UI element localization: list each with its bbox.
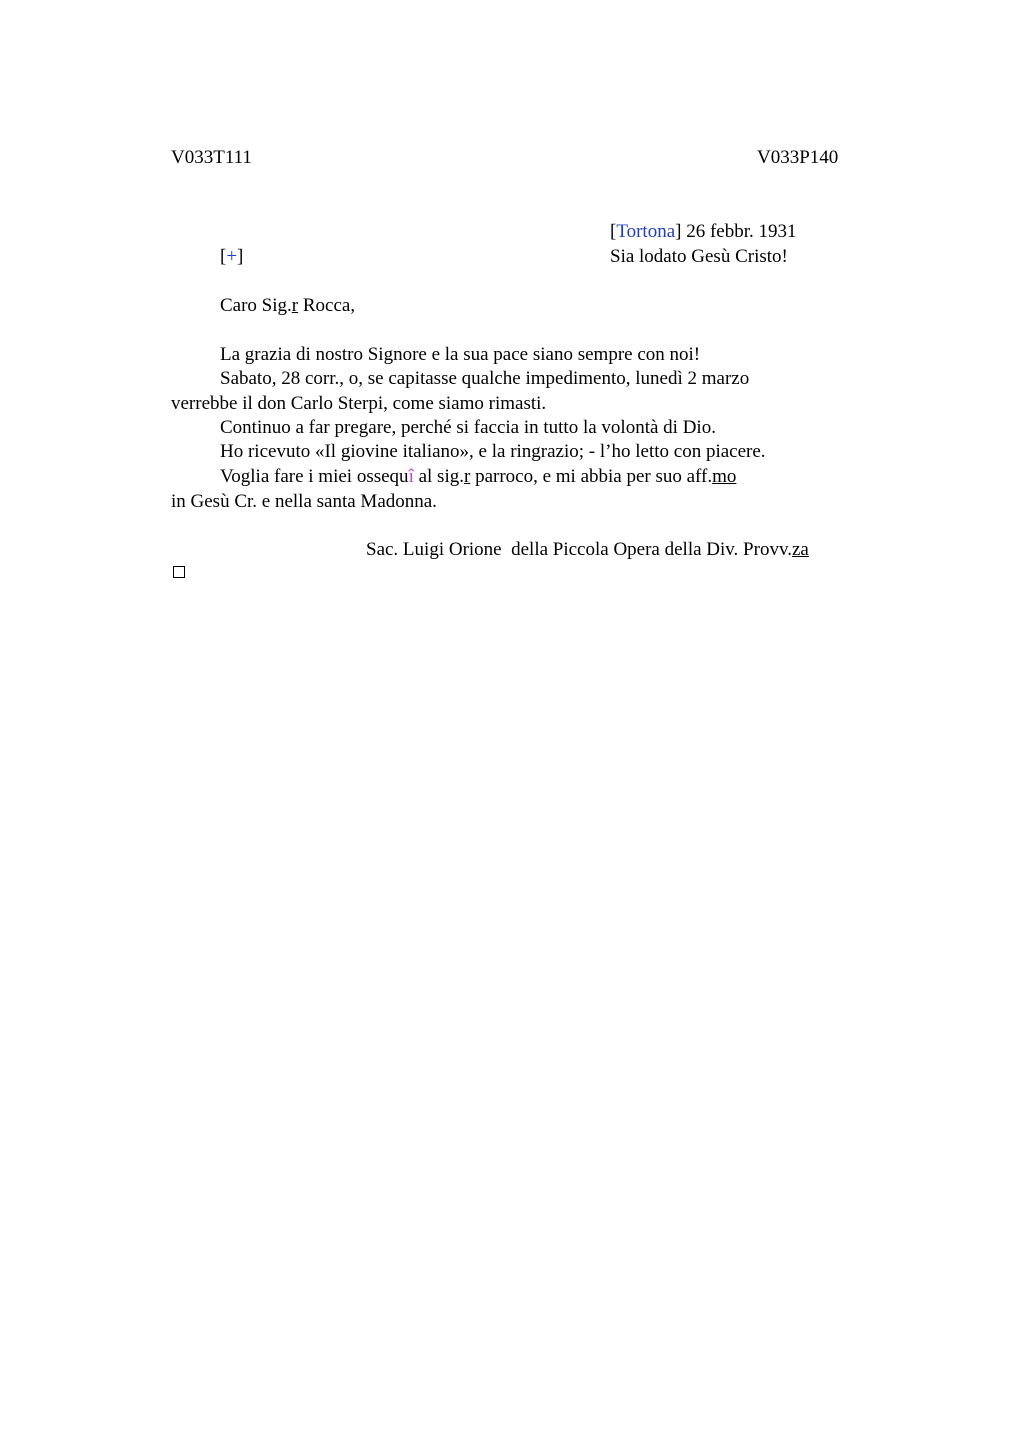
correction-mark: î [408,466,414,487]
salutation-text: Caro Sig. [220,295,292,316]
signature-text: Sac. Luigi Orione della Piccola Opera della Div. Provv. [366,539,792,560]
body-line-7: in Gesù Cr. e nella santa Madonna. [171,491,437,512]
dateline: [Tortona] 26 febbr. 1931 [610,221,797,242]
body-line-5: Ho ricevuto «Il giovine italiano», e la ringrazio; - l’ho letto con piacere. [220,441,766,462]
page-code-left: V033T111 [171,147,252,168]
page-code-right: V033P140 [757,147,839,168]
end-box-icon [173,566,185,578]
signature-abbrev: za [791,539,809,560]
salutation [220,294,355,318]
body-line-1: La grazia di nostro Signore e la sua pace siano sempre con noi! [220,344,701,365]
salutation-abbrev: r [291,295,299,316]
salutation-name: Rocca, [298,295,356,316]
abbrev-mo: mo [712,466,737,487]
greeting: Sia lodato Gesù Cristo! [610,246,788,267]
body-line-6-part-b: al sig. [413,466,464,487]
body-line-6 [220,465,736,489]
abbrev-r: r [463,466,471,487]
cross-mark: [+] [220,246,244,267]
cross-symbol: + [226,246,238,267]
signature [366,538,809,562]
body-line-3: verrebbe il don Carlo Sterpi, come siamo rimasti. [171,393,547,414]
place-name: Tortona [616,221,676,242]
body-line-6-part-a: Voglia fare i miei ossequ [220,466,409,487]
body-line-6-part-c: parroco, e mi abbia per suo aff. [470,466,713,487]
date: 26 febbr. 1931 [686,221,797,242]
body-line-4: Continuo a far pregare, perché si faccia in tutto la volontà di Dio. [220,417,716,438]
body-line-2: Sabato, 28 corr., o, se capitasse qualche impedimento, lunedì 2 marzo [220,368,750,389]
